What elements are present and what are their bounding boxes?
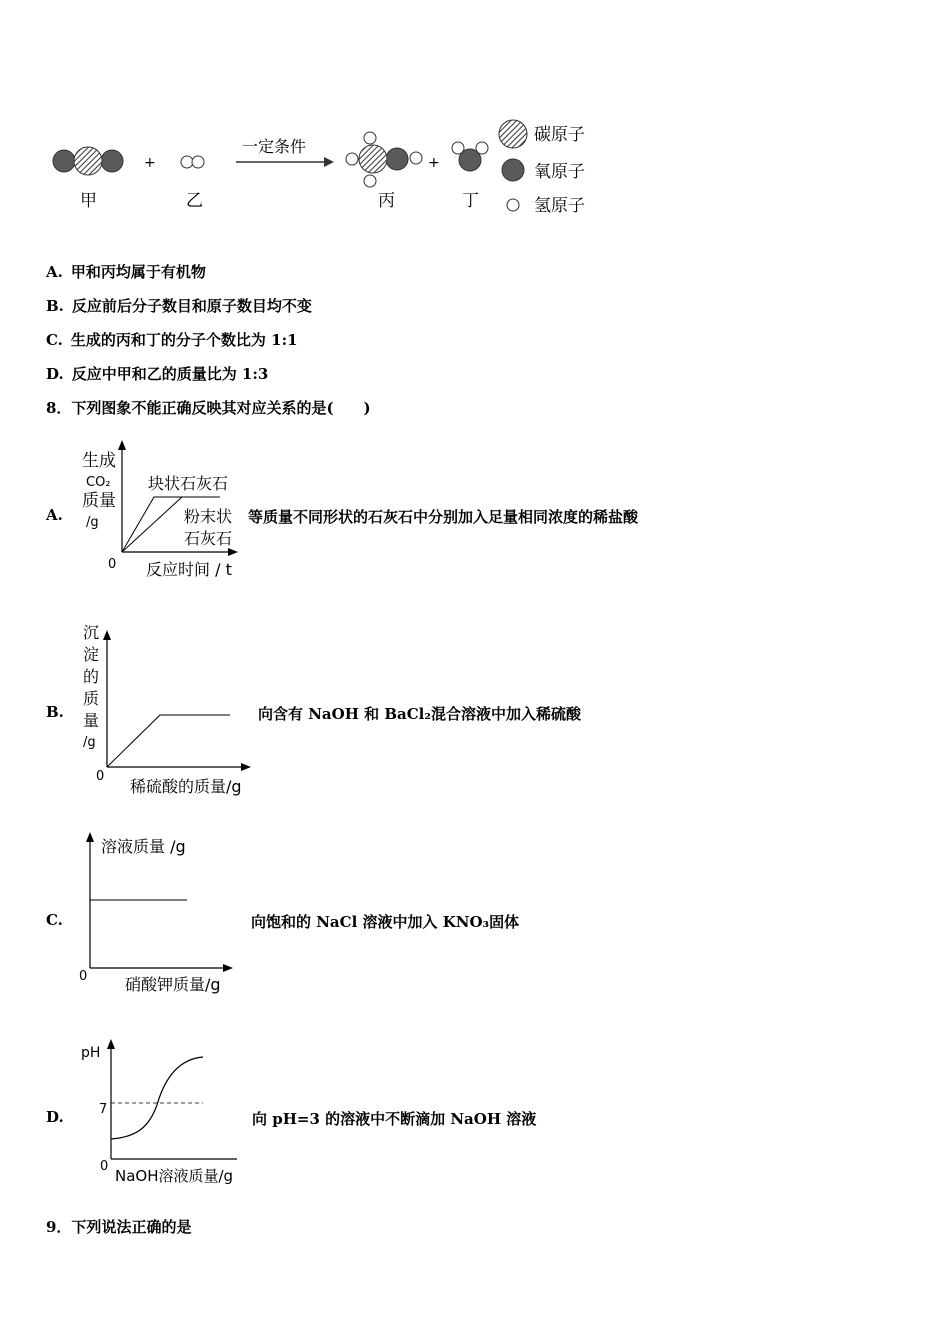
chart-b-xlabel: 稀硫酸的质量/g [130,777,242,796]
chart-d-xlabel: NaOH溶液质量/g [115,1167,234,1185]
chart-a-series-label-lump: 块状石灰石 [148,474,229,493]
chart-c-ylabel: 溶液质量 /g [101,837,186,856]
q8-stem: 8．下列图象不能正确反映其对应关系的是( ) [46,399,371,417]
label-ding: 丁 [462,191,479,211]
q8-option-d-desc: 向 pH=3 的溶液中不断滴加 NaOH 溶液 [252,1110,537,1128]
chart-b-ylabel-2: 淀 [83,645,100,664]
q7-option-c: C. 生成的丙和丁的分子个数比为 1:1 [46,331,298,349]
chart-b-series [107,715,230,767]
carbon-atom-icon [499,120,527,148]
molecule-ding [452,142,488,171]
chart-a-xlabel: 反应时间 / t [146,560,232,579]
chart-a-ylabel-1: 生成 [82,451,116,471]
chart-b-ylabel-3: 的 [83,667,100,686]
plus-sign: + [144,155,156,171]
arrow-right-icon [223,964,233,972]
arrow-right-icon [228,548,238,556]
arrow-head-icon [324,157,334,167]
reaction-diagram [40,110,610,225]
q7-option-a: A. 甲和丙均属于有机物 [46,263,206,281]
chart-b [75,622,255,800]
chart-b-origin: 0 [96,769,105,784]
chart-d-series [111,1057,203,1139]
legend [499,120,585,216]
q9-stem: 9．下列说法正确的是 [46,1218,192,1236]
q7-option-b: B. 反应前后分子数目和原子数目均不变 [46,297,312,315]
legend-carbon: 碳原子 [534,125,585,145]
chart-d [75,1035,250,1193]
chart-b-ylabel-6: /g [83,735,96,750]
q8-option-b-desc: 向含有 NaOH 和 BaCl₂混合溶液中加入稀硫酸 [258,705,581,723]
molecule-jia [53,147,123,175]
q8-option-b-letter: B. [46,703,64,721]
arrow-up-icon [86,832,94,842]
arrow-up-icon [103,630,111,640]
chart-a-series-label-powder-2: 石灰石 [184,529,233,548]
chart-a-ylabel-2: CO₂ [86,475,111,490]
q8-option-c-desc: 向饱和的 NaCl 溶液中加入 KNO₃固体 [251,913,520,931]
q8-option-a-desc: 等质量不同形状的石灰石中分别加入足量相同浓度的稀盐酸 [248,508,639,526]
chart-a-series-label-powder-1: 粉末状 [184,507,233,526]
q8-option-c-letter: C. [46,911,63,929]
chart-a-ylabel-4: /g [86,515,99,530]
chart-c [75,828,245,998]
chart-c-xlabel: 硝酸钾质量/g [125,975,221,994]
chart-d-ref-label: 7 [99,1102,108,1117]
chart-a [70,440,245,585]
label-bing: 丙 [378,191,395,211]
q8-option-a-letter: A. [46,506,63,524]
molecule-bing [346,132,422,187]
arrow-right-icon [241,763,251,771]
plus-sign: + [428,155,440,171]
legend-hydrogen: 氢原子 [534,196,585,216]
oxygen-atom-icon [502,159,524,181]
chart-a-ylabel-3: 质量 [82,491,116,511]
q7-option-d: D. 反应中甲和乙的质量比为 1:3 [46,365,269,383]
chart-b-ylabel-1: 沉 [83,623,100,642]
arrow-up-icon [118,440,126,450]
hydrogen-atom-icon [507,199,519,211]
chart-d-ylabel: pH [81,1045,101,1061]
label-yi: 乙 [186,191,203,211]
reaction-condition: 一定条件 [242,137,307,156]
chart-d-origin: 0 [100,1159,109,1174]
chart-b-ylabel-4: 质 [83,689,100,708]
chart-b-ylabel-5: 量 [83,711,100,730]
arrow-up-icon [107,1039,115,1049]
q8-option-d-letter: D. [46,1108,64,1126]
molecule-yi [181,156,204,168]
label-jia: 甲 [80,191,97,211]
legend-oxygen: 氧原子 [534,162,585,182]
chart-a-origin: 0 [108,557,117,572]
chart-c-origin: 0 [79,969,88,984]
